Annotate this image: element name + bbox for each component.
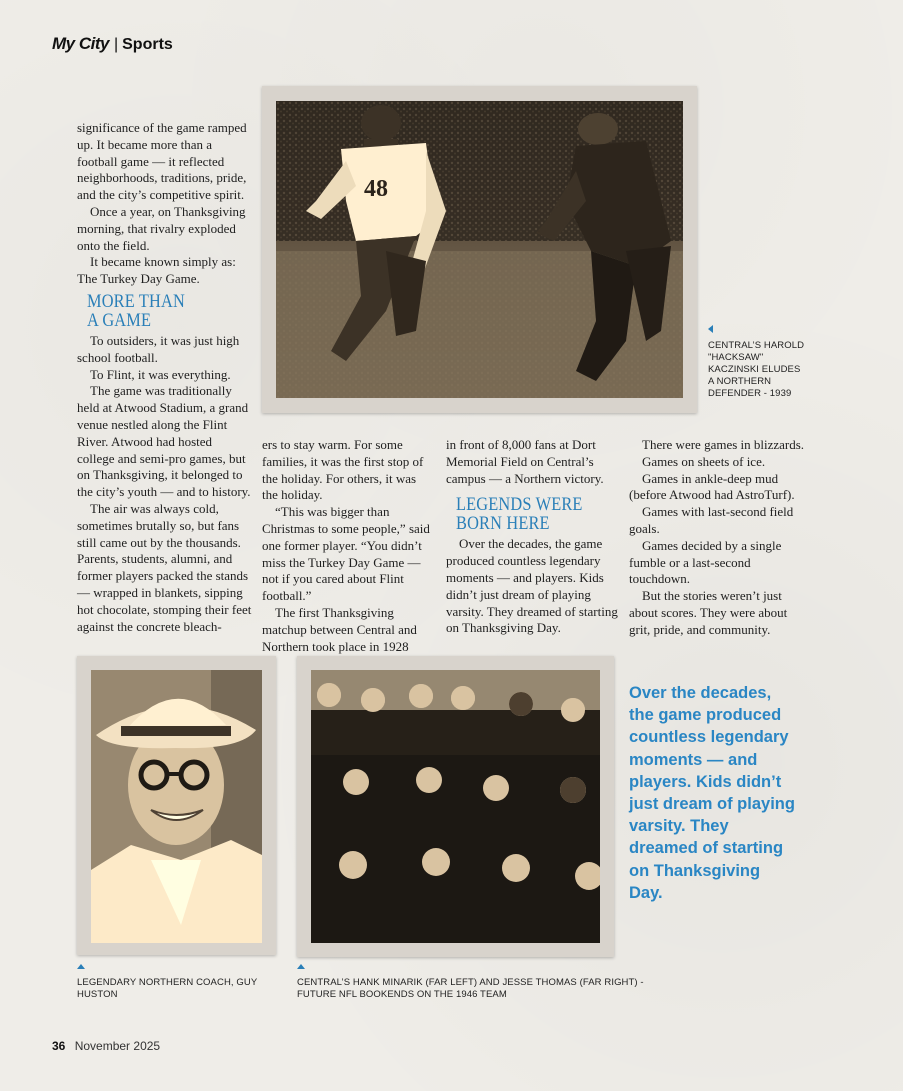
paragraph: Over the decades, the game produced countless legendary moments — and players. Kids didn’t just dream of playing varsity. They dreamed of starting on Thanksgiving Day. [446, 536, 618, 636]
paragraph: The game was traditionally held at Atwood Stadium, a grand venue nestled along the Flint River. Atwood had hosted college and semi-pro games, but on Thanksgiving, it belonged to the city’s youth — and to history. [77, 383, 251, 500]
article-column-3 [446, 437, 618, 637]
paragraph: ers to stay warm. For some families, it was the first stop of the holiday. For others, it was the holiday. [262, 437, 424, 503]
coach-portrait-illustration [91, 670, 262, 943]
photo-frame-top [262, 86, 697, 413]
paragraph: It became known simply as: The Turkey Day Game. [77, 254, 236, 287]
paragraph: in front of 8,000 fans at Dort Memorial Field on Central’s campus — a Northern victory. [446, 437, 604, 486]
header-separator: | [113, 36, 119, 53]
page-footer [52, 1039, 160, 1053]
caption-pointer-icon [77, 964, 85, 969]
photo-caption-team: CENTRAL’S HANK MINARIK (FAR LEFT) AND JESSE THOMAS (FAR RIGHT) - FUTURE NFL BOOKENDS ON THE 1946 TEAM [297, 977, 644, 1000]
football-action-photo[interactable] [276, 101, 683, 398]
paragraph: Games in ankle-deep mud (before Atwood had AstroTurf). [629, 470, 795, 503]
paragraph: The air was always cold, sometimes brutally so, but fans still came out by the thousands. Parents, students, alumni, and former players packed the stands — wrapped in blankets, sipping hot chocolate, stomping their feet against the concrete bleach- [77, 500, 252, 634]
magazine-header [52, 34, 173, 58]
paragraph: significance of the game ramped up. It became more than a football game — it reflected neighborhoods, traditions, pride, and the city’s competitive spirit. [77, 120, 247, 203]
paragraph: Games on sheets of ice. [642, 453, 766, 469]
paragraph: “This was bigger than Christmas to some people,” said one former player. “You didn’t miss the Turkey Day Game — not if you cared about Flint football.” [262, 504, 430, 604]
article-column-4 [629, 437, 809, 639]
photo-frame-team [297, 656, 614, 957]
subhead-line: LEGENDS WERE [456, 494, 583, 516]
subhead-more-than-a-game [87, 292, 229, 330]
jersey-number: 48 [364, 176, 388, 202]
photo-frame-coach [77, 656, 276, 955]
paragraph: Games with last-second field goals. [629, 504, 794, 536]
article-column-1 [77, 120, 252, 635]
paragraph: Once a year, on Thanksgiving morning, that rivalry exploded onto the field. [77, 203, 246, 253]
football-action-illustration [276, 101, 683, 398]
photo-caption-coach: LEGENDARY NORTHERN COACH, GUY HUSTON [77, 977, 258, 1000]
section-label[interactable]: Sports [122, 36, 173, 53]
paragraph: To outsiders, it was just high school football. [77, 332, 240, 365]
article-column-2 [262, 437, 434, 655]
paragraph: There were games in blizzards. [642, 437, 805, 452]
subhead-line: BORN HERE [456, 513, 550, 535]
coach-portrait-photo[interactable] [91, 670, 262, 943]
paragraph: Games decided by a single fumble or a last-second touchdown. [629, 537, 782, 587]
caption-pointer-icon [297, 964, 305, 969]
pull-quote: Over the decades, the game produced countless legendary moments — and players. Kids didn’t just dream of playing varsity. They dreamed of starting on Thanksgiving Day. [629, 684, 795, 902]
caption-pointer-icon [708, 325, 713, 333]
subhead-legends-were-born-here [456, 495, 595, 533]
paragraph: But the stories weren’t just about scores. They were about grit, pride, and community. [629, 588, 788, 637]
subhead-line: MORE THAN [87, 290, 185, 312]
photo-caption-top: CENTRAL’S HAROLD "HACKSAW" KACZINSKI ELUDES A NORTHERN DEFENDER - 1939 [708, 340, 805, 399]
issue-date: November 2025 [74, 1039, 161, 1053]
brand-logo[interactable]: My City [52, 34, 109, 53]
page-number: 36 [52, 1039, 66, 1053]
paragraph: To Flint, it was everything. [90, 366, 231, 382]
team-photo[interactable] [311, 670, 600, 943]
subhead-line: A GAME [87, 309, 152, 331]
team-photo-illustration [311, 670, 600, 943]
paragraph: The first Thanksgiving matchup between Central and Northern took place in 1928 [262, 604, 417, 654]
